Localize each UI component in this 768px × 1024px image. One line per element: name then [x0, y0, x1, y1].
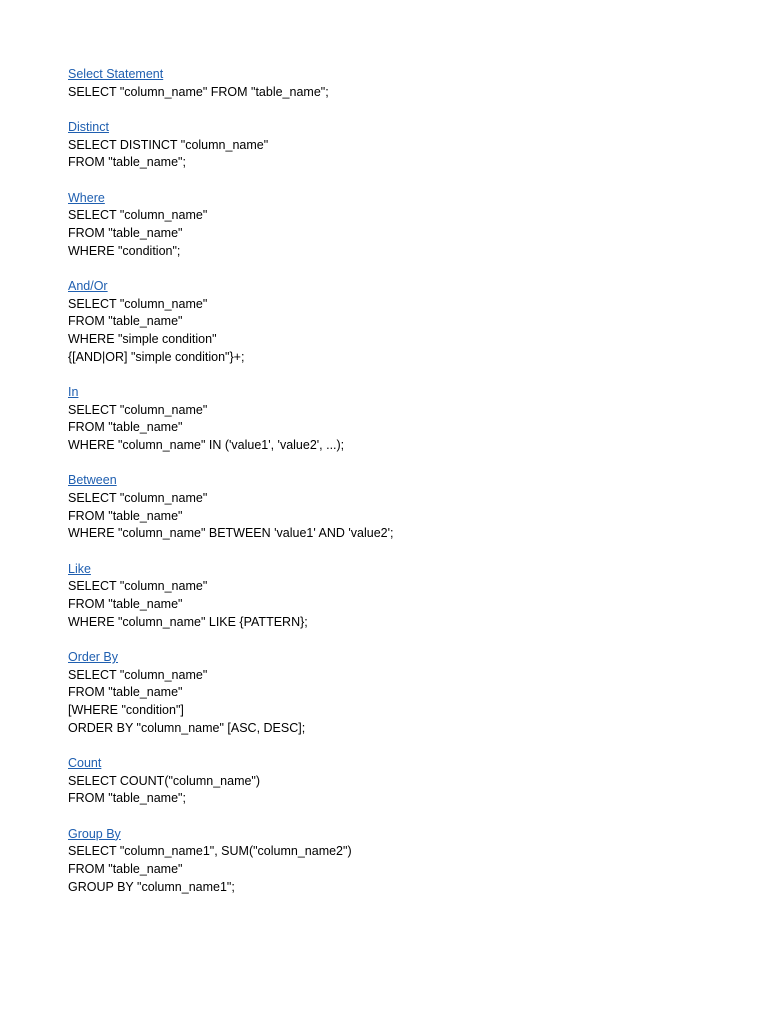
section-and-or [68, 278, 708, 366]
code-line: SELECT "column_name" [68, 402, 208, 417]
code-line: FROM "table_name" [68, 314, 183, 329]
code-line: SELECT "column_name" FROM "table_name"; [68, 84, 329, 99]
code-line: GROUP BY "column_name1"; [68, 879, 235, 894]
section-group-by [68, 826, 708, 897]
document-body [68, 66, 708, 914]
code-line: FROM "table_name" [68, 685, 183, 700]
section-select-statement [68, 66, 708, 101]
code-line: SELECT "column_name" [68, 491, 208, 506]
code-line: SELECT COUNT("column_name") [68, 773, 261, 788]
code-line: WHERE "column_name" LIKE {PATTERN}; [68, 614, 308, 629]
section-between [68, 472, 708, 543]
heading-link-distinct[interactable]: Distinct [68, 119, 109, 134]
code-line: FROM "table_name"; [68, 155, 186, 170]
code-line: FROM "table_name" [68, 597, 183, 612]
section-count [68, 755, 708, 808]
code-line: SELECT "column_name1", SUM("column_name2") [68, 844, 352, 859]
code-line: FROM "table_name" [68, 226, 183, 240]
code-line: SELECT "column_name" [68, 296, 208, 311]
heading-link-group-by[interactable]: Group By [68, 826, 121, 841]
section-order-by [68, 649, 708, 737]
heading-link-between[interactable]: Between [68, 473, 117, 488]
heading-link-count[interactable]: Count [68, 756, 102, 771]
code-line: FROM "table_name"; [68, 791, 186, 806]
code-line: WHERE "simple condition" [68, 332, 217, 347]
section-like [68, 561, 708, 632]
heading-link-like[interactable]: Like [68, 561, 91, 576]
section-where [68, 190, 708, 261]
code-line: WHERE "column_name" BETWEEN 'value1' AND 'value2'; [68, 526, 394, 541]
code-line: FROM "table_name" [68, 508, 183, 523]
heading-link-select-statement[interactable]: Select Statement [68, 67, 164, 81]
code-line: SELECT "column_name" [68, 208, 208, 223]
heading-link-order-by[interactable]: Order By [68, 650, 119, 665]
heading-link-and-or[interactable]: And/Or [68, 278, 108, 293]
section-distinct [68, 119, 708, 172]
code-line: SELECT DISTINCT "column_name" [68, 137, 269, 152]
code-line: WHERE "column_name" IN ('value1', 'value2', ...); [68, 438, 345, 453]
code-line: FROM "table_name" [68, 420, 183, 435]
code-line: [WHERE "condition"] [68, 703, 184, 718]
section-in [68, 384, 708, 455]
code-line: FROM "table_name" [68, 862, 183, 877]
code-line: {[AND|OR] "simple condition"}+; [68, 349, 245, 364]
code-line: SELECT "column_name" [68, 579, 208, 594]
code-line: ORDER BY "column_name" [ASC, DESC]; [68, 720, 306, 735]
code-line: WHERE "condition"; [68, 243, 181, 258]
heading-link-where[interactable]: Where [68, 190, 105, 205]
heading-link-in[interactable]: In [68, 385, 79, 399]
code-line: SELECT "column_name" [68, 667, 208, 682]
